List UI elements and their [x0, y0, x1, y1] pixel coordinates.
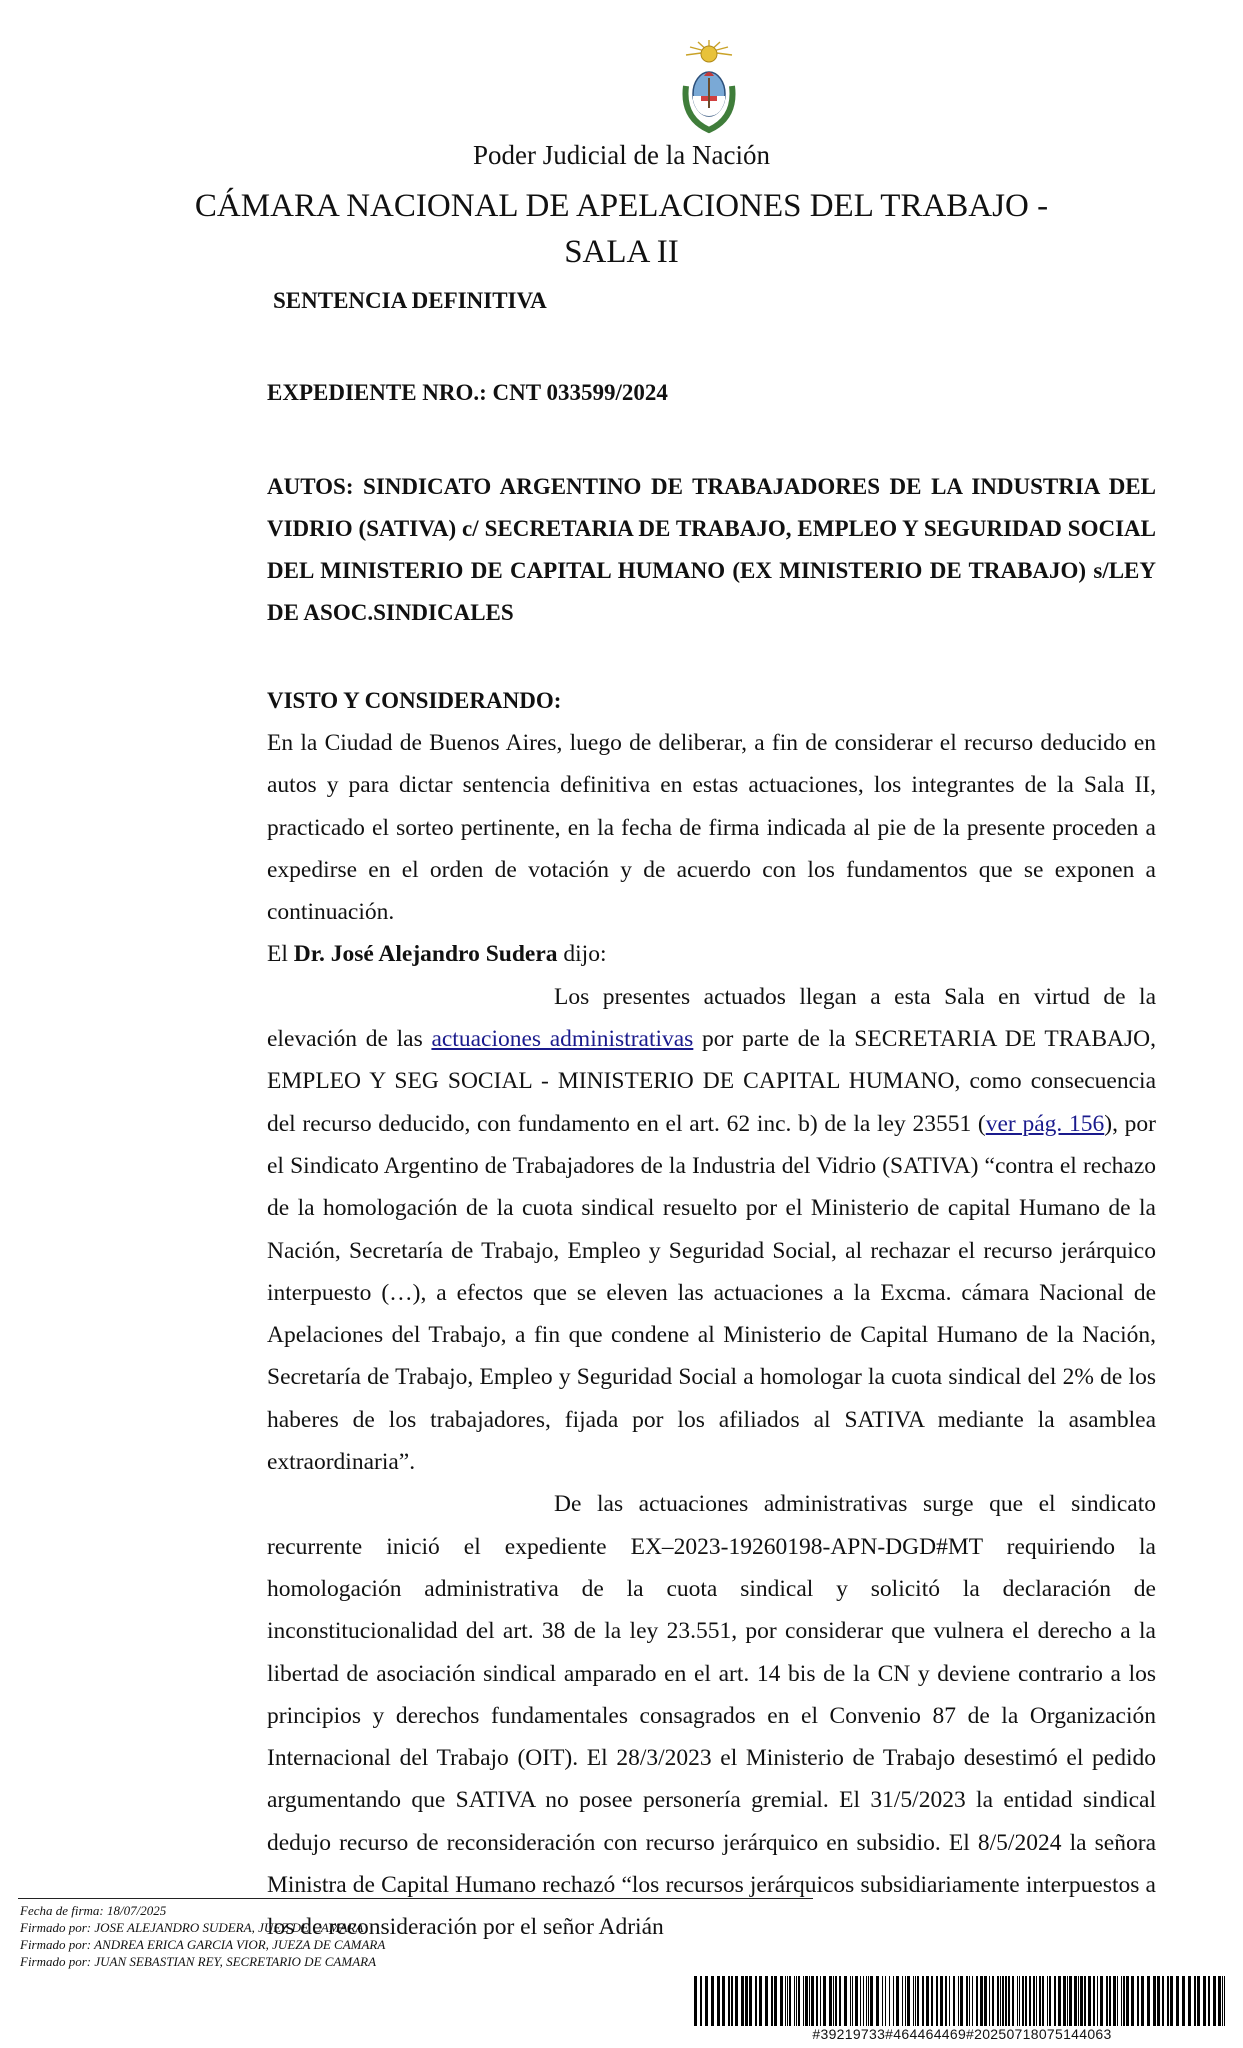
text: El	[267, 941, 294, 968]
paragraph-judge	[267, 933, 1156, 975]
signature-line: Firmado por: JOSE ALEJANDRO SUDERA, JUEZ DE CAMARA	[20, 1920, 364, 1935]
text: por parte de la SECRETARIA DE TRABAJO, EMPLEO Y SEG SOCIAL - MINISTERIO DE CAPITAL HUMANO, como consecuencia del recurso deducido, con fundamento en el art. 62 inc. b) de la ley 23551 (	[267, 1026, 1157, 1137]
link-actuaciones-administrativas[interactable]: actuaciones administrativas	[431, 1026, 694, 1053]
barcode-icon	[692, 1976, 1232, 2026]
barcode-number: #39219733#464464469#20250718075144063	[812, 2026, 1112, 2042]
footer-divider	[18, 1898, 813, 1899]
court-name-line-1: CÁMARA NACIONAL DE APELACIONES DEL TRABAJO -	[194, 188, 1049, 224]
judge-name: Dr. José Alejandro Sudera	[293, 941, 558, 968]
signature-line: Firmado por: ANDREA ERICA GARCIA VIOR, JUEZA DE CAMARA	[20, 1937, 386, 1952]
argentina-coat-of-arms-icon	[676, 38, 742, 134]
text: ), por el Sindicato Argentino de Trabajadores de la Industria del Vidrio (SATIVA) “contra el rechazo de la homologación de la cuota sindical resuelto por el Ministerio de capital Humano de la Nación, Secretaría de Trabajo, Empleo y Seguridad Social, al rechazar el recurso jerárquico interpuesto (…), a efectos que se eleven las actuaciones a la Excma. cámara Nacional de Apelaciones del Trabajo, a fin que condene al Ministerio de Capital Humano de la Nación, Secretaría de Trabajo, Empleo y Seguridad Social a homologar la cuota sindical del 2% de los haberes de los trabajadores, fijada por los afiliados al SATIVA mediante la asamblea extraordinaria”.	[267, 1110, 1157, 1476]
text: Los presentes actuados llegan a esta Sala en virtud de la elevación de las	[267, 983, 1156, 1053]
case-number: EXPEDIENTE NRO.: CNT 033599/2024	[267, 380, 668, 405]
judgment-body	[267, 722, 1156, 1949]
institution-name: Poder Judicial de la Nación	[473, 140, 770, 170]
paragraph-proceedings: De las actuaciones administrativas surge que el sindicato recurrente inició el expediente EX–2023-19260198-APN-DGD#MT requiriendo la homologación administrativa de la cuota sindical y solicitó la declaración de inconstitucionalidad del art. 38 de la ley 23.551, por considerar que vulnera el derecho a la libertad de asociación sindical amparado en el art. 14 bis de la CN y deviene contrario a los principios y derechos fundamentales consagrados en el Convenio 87 de la Organización Internacional del Trabajo (OIT). El 28/3/2023 el Ministerio de Trabajo desestimó el pedido argumentando que SATIVA no posee personería gremial. El 31/5/2023 la entidad sindical dedujo recurso de reconsideración con recurso jerárquico en subsidio. El 8/5/2024 la señora Ministra de Capital Humano rechazó “los recursos jerárquicos subsidiariamente interpuestos a los de reconsideración por el señor Adrián	[267, 1491, 1156, 1941]
signature-line: Firmado por: JUAN SEBASTIAN REY, SECRETARIO DE CAMARA	[20, 1954, 377, 1969]
paragraph-intro: En la Ciudad de Buenos Aires, luego de deliberar, a fin de considerar el recurso deducido en autos y para dictar sentencia definitiva en estas actuaciones, los integrantes de la Sala II, practicado el sorteo pertinente, en la fecha de firma indicada al pie de la presente proceden a expedirse en el orden de votación y de acuerdo con los fundamentos que se exponen a continuación.	[267, 730, 1156, 926]
case-caption: AUTOS: SINDICATO ARGENTINO DE TRABAJADORES DE LA INDUSTRIA DEL VIDRIO (SATIVA) c/ SECRETARIA DE TRABAJO, EMPLEO Y SEGURIDAD SOCIAL DEL MINISTERIO DE CAPITAL HUMANO (EX MINISTERIO DE TRABAJO) s/LEY DE ASOC.SINDICALES	[267, 474, 1156, 625]
text: dijo:	[557, 941, 607, 968]
signature-date: Fecha de firma: 18/07/2025	[20, 1903, 167, 1918]
court-name	[0, 183, 1243, 275]
court-name-line-2: SALA II	[564, 234, 679, 270]
document-type: SENTENCIA DEFINITIVA	[273, 288, 547, 313]
section-heading: VISTO Y CONSIDERANDO:	[267, 688, 562, 713]
signature-block	[20, 1902, 385, 1970]
link-ver-pag-156[interactable]: ver pág. 156	[985, 1110, 1105, 1137]
paragraph-background	[267, 976, 1156, 1484]
